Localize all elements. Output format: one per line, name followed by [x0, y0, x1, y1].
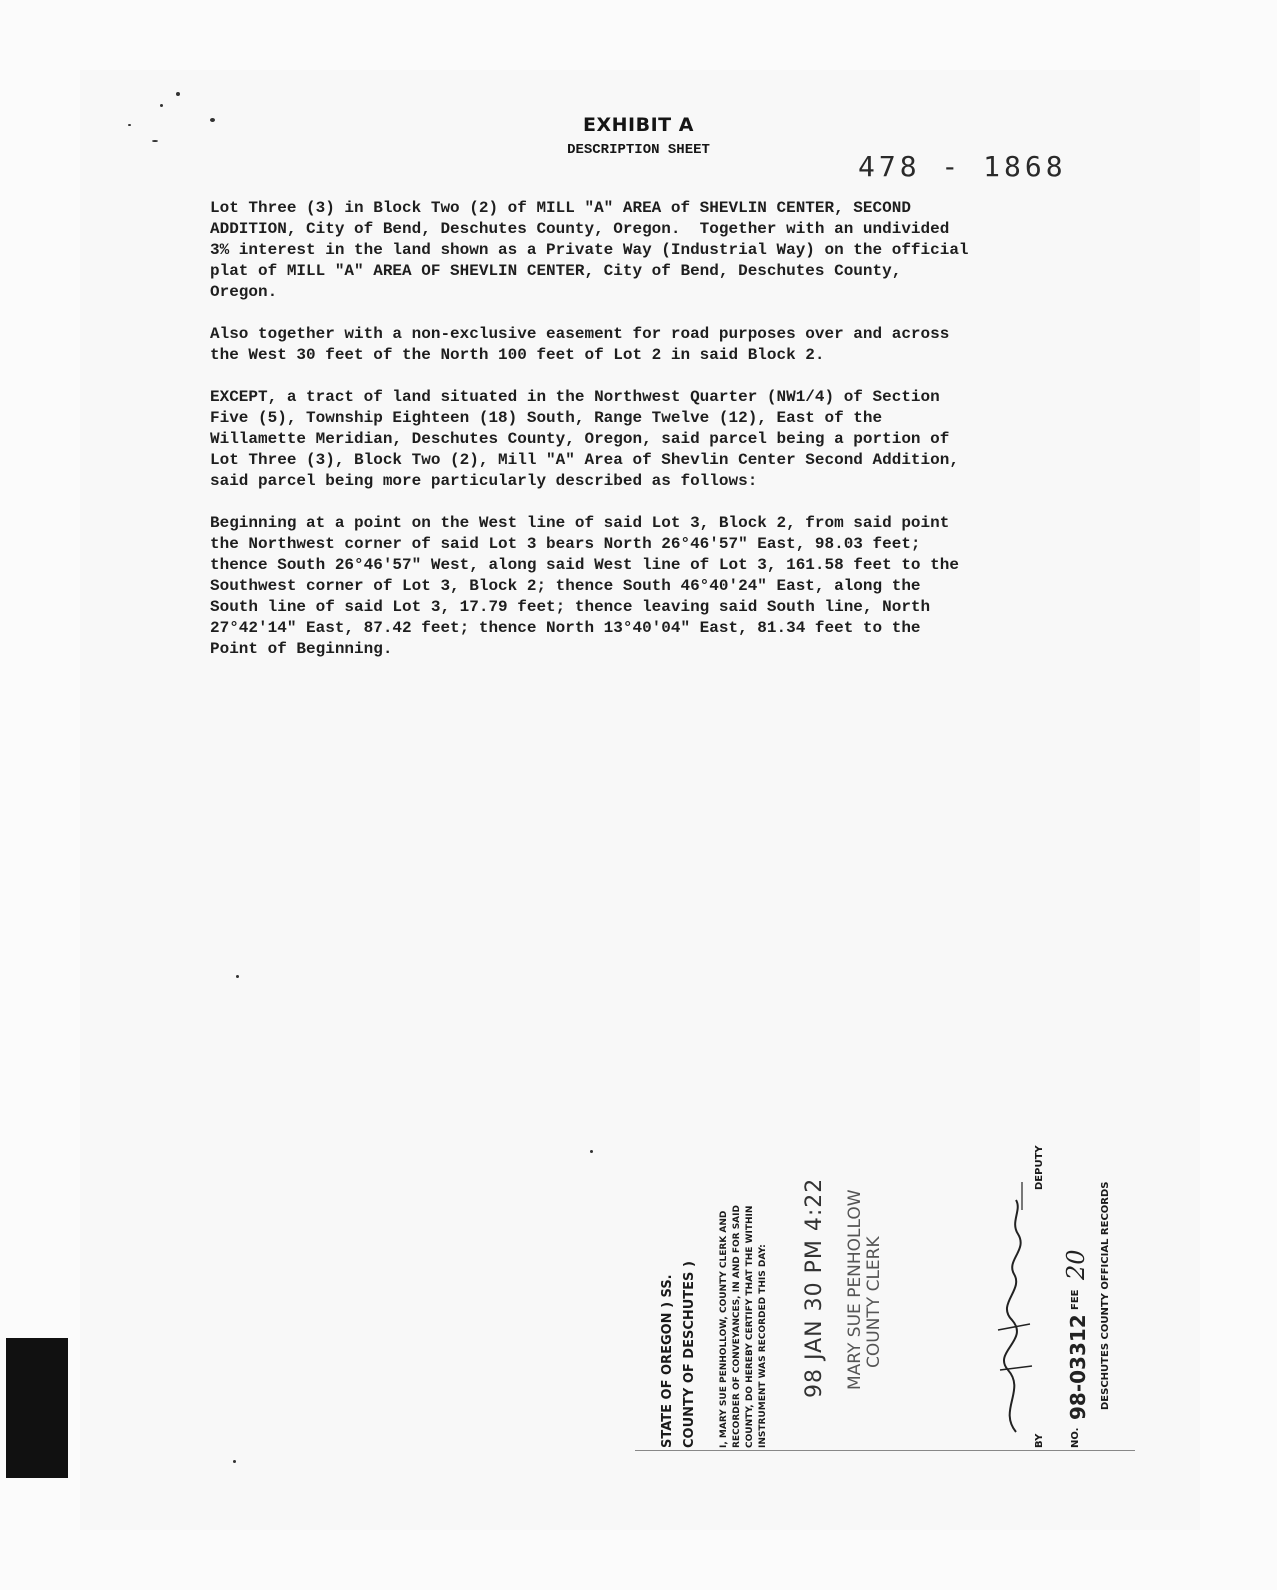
speck — [590, 1150, 593, 1153]
stamp-official-records-footer: DESCHUTES COUNTY OFFICIAL RECORDS — [1100, 1181, 1111, 1410]
stamp-certification-line: INSTRUMENT WAS RECORDED THIS DAY: — [758, 1244, 768, 1448]
bottom-divider — [635, 1450, 1135, 1451]
stamp-record-number: 98-03312 — [1066, 1314, 1090, 1420]
lot-description-paragraph: Lot Three (3) in Block Two (2) of MILL "A" AREA of SHEVLIN CENTER, SECOND ADDITION, City of Bend, Deschutes County, Oregon. Together with an undivided 3% interest in the land shown as a Private Way (Industrial Way) on the official plat of MILL "A" AREA OF SHEVLIN CENTER, City of Bend, Deschutes County, Oregon. — [210, 199, 969, 301]
exhibit-title: EXHIBIT A — [583, 114, 694, 136]
description-sheet-subtitle: DESCRIPTION SHEET — [567, 142, 710, 158]
legal-description — [210, 198, 1070, 681]
metes-and-bounds-paragraph: Beginning at a point on the West line of said Lot 3, Block 2, from said point the Northwest corner of said Lot 3 bears North 26°46'57" East, 98.03 feet; thence South 26°46'57" West, along said West line of Lot 3, 161.58 feet to the Southwest corner of Lot 3, Block 2; thence South 46°40'24" East, along the South line of said Lot 3, 17.79 feet; thence leaving said South line, North 27°42'14" East, 87.42 feet; thence North 13°40'04" East, 81.34 feet to the Point of Beginning. — [210, 514, 959, 658]
stamp-state-line: STATE OF OREGON ) SS. — [660, 1274, 675, 1448]
speck — [236, 975, 239, 978]
stamp-no-label: NO. — [1070, 1427, 1081, 1448]
stamp-certification-line: I, MARY SUE PENHOLLOW, COUNTY CLERK AND — [719, 1210, 729, 1448]
stamp-county-line: COUNTY OF DESCHUTES ) — [682, 1261, 697, 1448]
deputy-signature — [978, 1170, 1048, 1450]
stamp-certification-line: COUNTY, DO HEREBY CERTIFY THAT THE WITHIN — [745, 1205, 755, 1448]
exception-paragraph: EXCEPT, a tract of land situated in the Northwest Quarter (NW1/4) of Section Five (5), Township Eighteen (18) South, Range Twelve (12), East of the Willamette Meridian, Deschutes County, Oregon, said parcel being a portion of Lot Three (3), Block Two (2), Mill "A" Area of Shevlin Center Second Addition, said parcel being more particularly described as follows: — [210, 388, 959, 490]
recording-stamp — [660, 1130, 1120, 1450]
book-page-number: 478 - 1868 — [858, 150, 1067, 183]
stamp-fee-label: FEE — [1070, 1289, 1081, 1310]
speck — [233, 1460, 236, 1463]
stamp-clerk-title: COUNTY CLERK — [864, 1236, 884, 1368]
stamp-certification-line: RECORDER OF CONVEYANCES, IN AND FOR SAID — [732, 1205, 742, 1448]
stamp-fee-value: 20 — [1062, 1249, 1090, 1280]
stamp-clerk-name: MARY SUE PENHOLLOW — [845, 1189, 865, 1390]
redaction-bar — [6, 1338, 68, 1478]
stamp-deputy-label: DEPUTY — [1034, 1145, 1045, 1190]
easement-paragraph: Also together with a non-exclusive easement for road purposes over and across the West 30 feet of the North 100 feet of Lot 2 in said Block 2. — [210, 325, 950, 364]
stamp-by-label: BY — [1034, 1433, 1045, 1448]
speck — [160, 104, 163, 107]
speck — [176, 92, 180, 96]
stamp-recorded-datetime: 98 JAN 30 PM 4:22 — [802, 1177, 827, 1398]
